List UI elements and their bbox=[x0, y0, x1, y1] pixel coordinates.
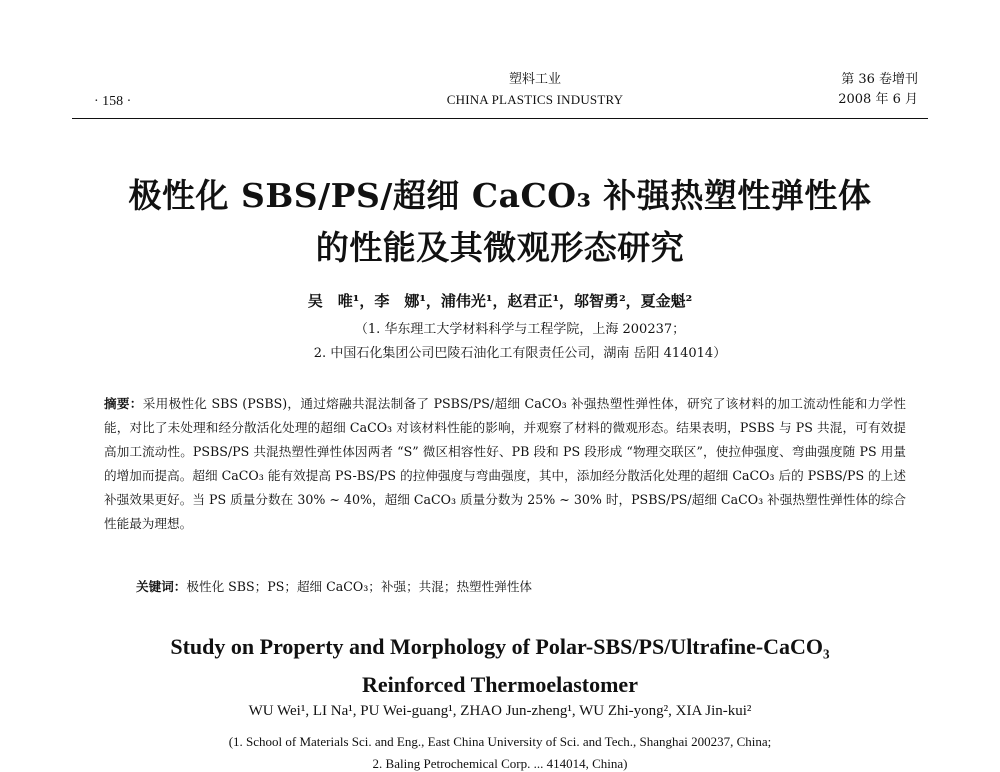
authors-en: WU Wei¹, LI Na¹, PU Wei-guang¹, ZHAO Jun-zheng¹, WU Zhi-yong², XIA Jin-kui² bbox=[248, 703, 752, 719]
issue-info bbox=[838, 70, 918, 110]
keywords-cn bbox=[136, 576, 896, 595]
keywords-label: 关键词： bbox=[136, 579, 187, 594]
abstract-label: 摘要： bbox=[104, 396, 143, 411]
issue-date: 2008 年 6 月 bbox=[838, 92, 918, 107]
journal-header bbox=[380, 70, 690, 110]
page-number: · 158 · bbox=[94, 94, 132, 109]
title-en-line-1: Study on Property and Morphology of Polar-SBS/PS/Ultrafine-CaCO₃ bbox=[170, 634, 830, 659]
affiliation-cn-1: （1. 华东理工大学材料科学与工程学院，上海 200237； bbox=[354, 322, 686, 337]
volume-label: 第 36 卷增刊 bbox=[841, 72, 918, 87]
abstract-text: 采用极性化 SBS (PSBS)，通过熔融共混法制备了 PSBS/PS/超细 CaCO₃ 补强热塑性弹性体，研究了该材料的加工流动性能和力学性能，对比了未处理和经分散活化处理的超细 CaCO₃ 对该材料性能的影响，并观察了材料的微观形态。结果表明，PSBS 与 PS 共混，可有效提高加工流动性。PSBS/PS 共混热塑性弹性体因两者 “S” 微区相容性好、PB 段和 PS 段形成 “物理交联区”，使拉伸强度、弯曲强度随 PS 用量的增加而提高。超细 CaCO₃ 能有效提高 PS-BS/PS 的拉伸强度与弯曲强度，其中，添加经分散活化处理的超细 CaCO₃ 后的 PSBS/PS 的上述补强效果更好。当 PS 质量分数在 30% ~ 40%，超细 CaCO₃ 质量分数为 25% ~ 30% 时，PSBS/PS/超细 CaCO₃ 补强热塑性弹性体的综合性能最为理想。 bbox=[104, 396, 907, 531]
journal-name-cn: 塑料工业 bbox=[508, 72, 561, 87]
affiliations-cn bbox=[260, 318, 780, 366]
keywords-text: 极性化 SBS；PS；超细 CaCO₃；补强；共混；热塑性弹性体 bbox=[186, 579, 533, 594]
title-en bbox=[60, 628, 940, 704]
header-divider bbox=[72, 118, 928, 119]
affiliation-cn-2: 2. 中国石化集团公司巴陵石油化工有限责任公司，湖南 岳阳 414014） bbox=[313, 346, 727, 361]
affiliation-en-1: (1. School of Materials Sci. and Eng., East China University of Sci. and Tech., Shanghai 200237, China; bbox=[228, 734, 772, 749]
affiliation-en-2: 2. Baling Petrochemical Corp. ... 414014, China) bbox=[372, 756, 628, 771]
title-cn bbox=[60, 170, 940, 274]
authors-cn: 吴 唯¹，李 娜¹，浦伟光¹，赵君正¹，邬智勇²，夏金魁² bbox=[307, 292, 693, 310]
title-en-line-2: Reinforced Thermoelastomer bbox=[362, 672, 638, 697]
title-cn-line-1: 极性化 SBS/PS/超细 CaCO₃ 补强热塑性弹性体 bbox=[128, 176, 872, 215]
title-cn-line-2: 的性能及其微观形态研究 bbox=[315, 228, 685, 267]
journal-name-en: CHINA PLASTICS INDUSTRY bbox=[446, 92, 624, 107]
abstract-cn bbox=[104, 392, 906, 536]
